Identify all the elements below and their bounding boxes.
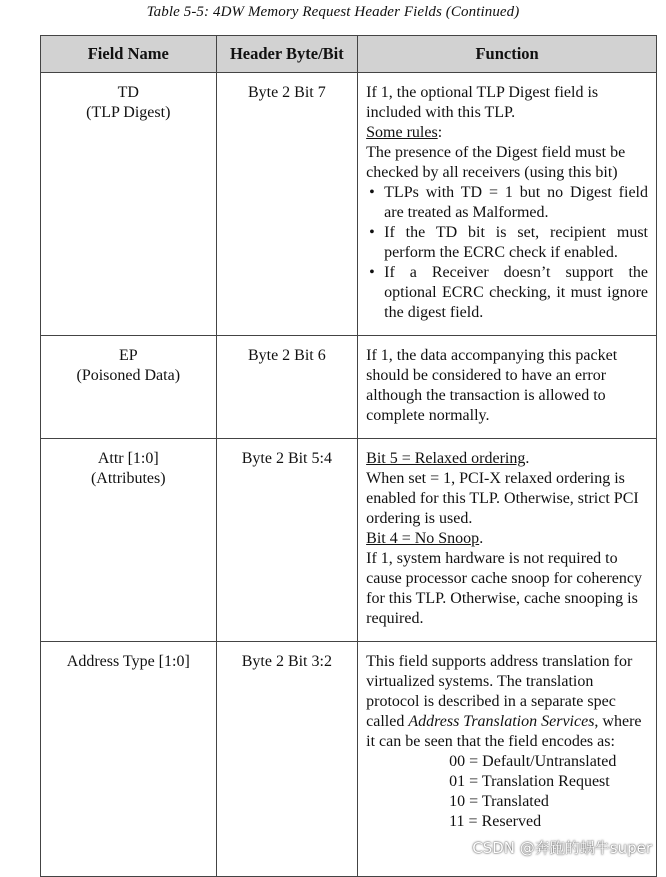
header-fields-table [40,35,657,877]
bit4-label: Bit 4 = No Snoop [366,530,480,547]
rules-label: Some rules [366,124,438,141]
rules-colon: : [437,124,443,141]
byte-bit-cell: Byte 2 Bit 6 [216,336,358,439]
byte-bit-cell: Byte 2 Bit 7 [216,73,358,336]
spec-name: Address Translation Services [408,713,595,730]
rule-text: If a Receiver doesn’t support the optional ECRC checking, it must ignore the digest field. [384,264,648,321]
bit4-heading: Bit 4 = No Snoop. [366,530,484,547]
rules-text: The presence of the Digest field must be checked by all receivers (using this bit) [366,144,626,181]
col-header-field-name: Field Name [41,36,217,73]
list-item [369,263,648,323]
address-type-text-part: , where it can be seen that the field encodes as: [366,713,642,750]
rule-text: TLPs with TD = 1 but no Digest field are treated as Malformed. [384,184,648,221]
field-subname: (TLP Digest) [86,104,171,121]
bullet-icon: • [369,264,375,281]
byte-bit-cell: Byte 2 Bit 3:2 [216,642,358,877]
encoding-item: 01 = Translation Request [449,773,610,790]
table-row-ep [41,336,657,439]
rule-text: If the TD bit is set, recipient must perform the ECRC check if enabled. [384,224,648,261]
bit5-text: When set = 1, PCI-X relaxed ordering is enabled for this TLP. Otherwise, strict PCI ordering is used. [366,470,639,527]
function-cell [358,336,657,439]
bullet-icon: • [369,224,375,241]
field-name-cell [41,642,217,877]
table-row-td [41,73,657,336]
col-header-function: Function [358,36,657,73]
field-name-cell [41,439,217,642]
function-cell [358,439,657,642]
address-type-text-part: This field supports address translation for virtualized systems. The translation protocol is described in a separate spec called [366,653,633,730]
bit4-text: If 1, system hardware is not required to cause processor cache snoop for coherency for this TLP. Otherwise, cache snooping is required. [366,550,643,627]
bit5-heading: Bit 5 = Relaxed ordering. [366,450,530,467]
address-type-text [366,652,648,752]
encoding-item: 00 = Default/Untranslated [449,753,617,770]
table-row-attr [41,439,657,642]
field-name-cell [41,73,217,336]
table-caption: Table 5-5: 4DW Memory Request Header Fields (Continued) [146,4,520,20]
field-subname: (Attributes) [90,470,166,487]
list-item [369,183,648,223]
byte-bit-cell: Byte 2 Bit 5:4 [216,439,358,642]
field-name: TD [117,84,139,101]
encoding-list [366,752,648,832]
field-subname: (Poisoned Data) [76,367,181,384]
td-intro: If 1, the optional TLP Digest field is included with this TLP. [366,84,599,121]
rules-list [366,183,648,323]
function-cell [358,73,657,336]
watermark: CSDN @奔跑的蜗牛super [472,839,652,857]
field-name-cell [41,336,217,439]
list-item [369,223,648,263]
field-name: Attr [1:0] [97,450,159,467]
bullet-icon: • [369,184,375,201]
field-name: Address Type [1:0] [66,653,190,670]
encoding-item: 11 = Reserved [449,813,542,830]
bit5-label: Bit 5 = Relaxed ordering [366,450,526,467]
rules-heading [366,123,648,143]
col-header-byte-bit: Header Byte/Bit [216,36,358,73]
ep-text: If 1, the data accompanying this packet should be considered to have an error although the transaction is allowed to complete normally. [366,347,618,424]
table-header-row [41,36,657,73]
field-name: EP [118,347,138,364]
encoding-item: 10 = Translated [449,793,549,810]
